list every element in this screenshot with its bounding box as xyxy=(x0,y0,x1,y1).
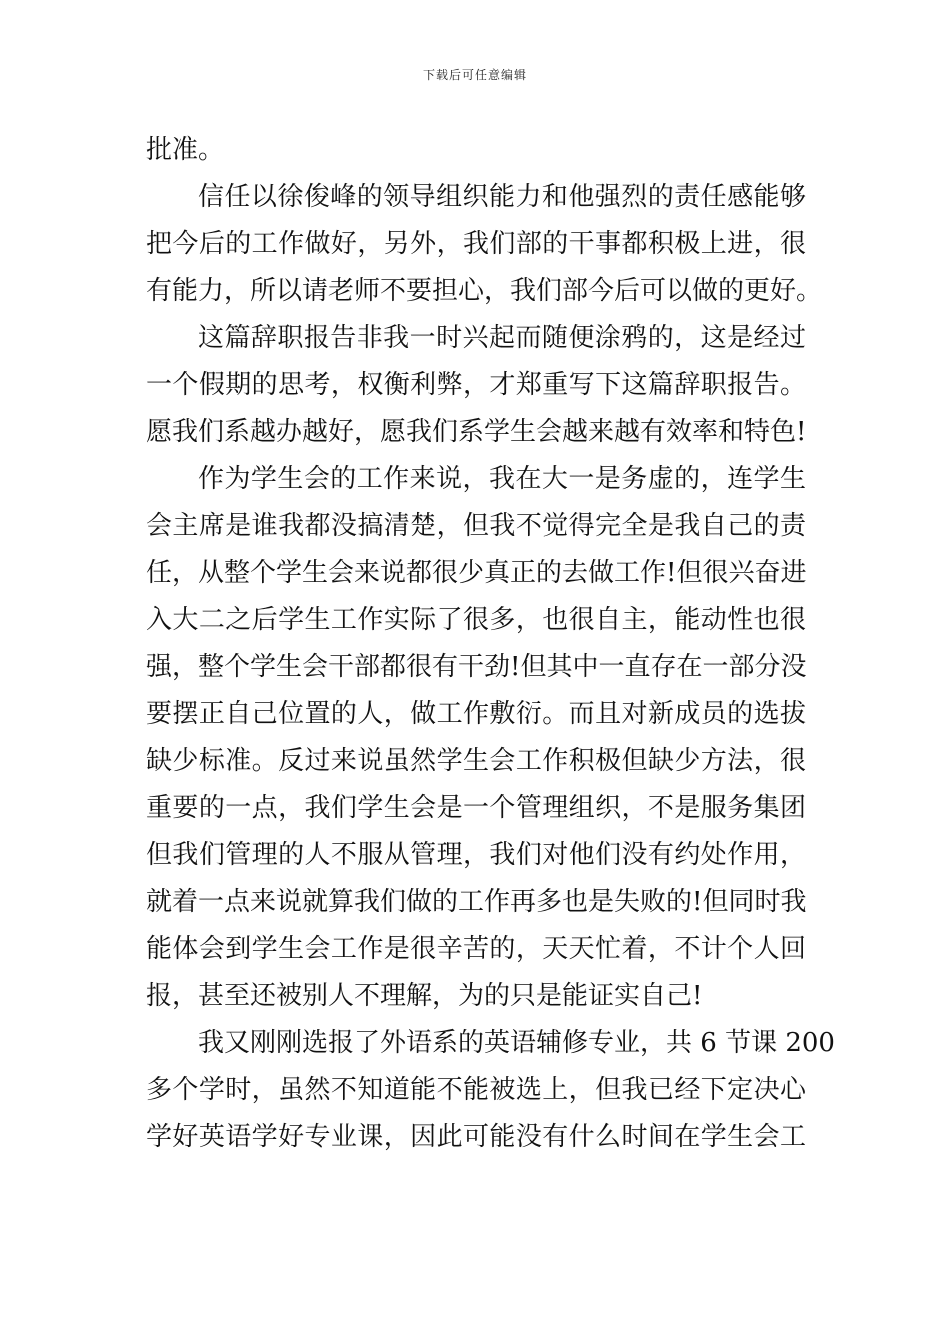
text-line: 这篇辞职报告非我一时兴起而随便涂鸦的，这是经过 xyxy=(198,323,806,353)
text-line: 就着一点来说就算我们做的工作再多也是失败的!但同时我 xyxy=(146,887,807,917)
text-line: 但我们管理的人不服从管理，我们对他们没有约处作用， xyxy=(146,840,806,870)
text-line: 入大二之后学生工作实际了很多，也很自主，能动性也很 xyxy=(146,605,806,635)
text-line: 能体会到学生会工作是很辛苦的，天天忙着，不计个人回 xyxy=(146,934,806,964)
text-line: 要摆正自己位置的人，做工作敷衍。而且对新成员的选拔 xyxy=(146,699,806,729)
text-line: 把今后的工作做好，另外，我们部的干事都积极上进，很 xyxy=(146,229,806,259)
text-line: 我又刚刚选报了外语系的英语辅修专业，共 6 节课 200 xyxy=(198,1028,835,1058)
text-line: 强，整个学生会干部都很有干劲!但其中一直存在一部分没 xyxy=(146,652,807,682)
text-line: 有能力，所以请老师不要担心，我们部今后可以做的更好。 xyxy=(146,276,823,306)
text-line: 愿我们系越办越好，愿我们系学生会越来越有效率和特色! xyxy=(146,417,807,447)
text-line: 缺少标准。反过来说虽然学生会工作积极但缺少方法，很 xyxy=(146,746,806,776)
text-line: 报，甚至还被别人不理解，为的只是能证实自己! xyxy=(146,981,703,1011)
text-line: 信任以徐俊峰的领导组织能力和他强烈的责任感能够 xyxy=(198,182,806,212)
text-line: 任，从整个学生会来说都很少真正的去做工作!但很兴奋进 xyxy=(146,558,807,588)
text-line: 一个假期的思考，权衡利弊，才郑重写下这篇辞职报告。 xyxy=(146,370,806,400)
page-header: 下载后可任意编辑 xyxy=(422,68,527,82)
text-line: 重要的一点，我们学生会是一个管理组织，不是服务集团 xyxy=(146,793,806,823)
text-line: 多个学时，虽然不知道能不能被选上，但我已经下定决心 xyxy=(146,1075,806,1105)
text-line: 批准。 xyxy=(146,135,225,165)
text-line: 作为学生会的工作来说，我在大一是务虚的，连学生 xyxy=(198,464,806,494)
text-line: 学好英语学好专业课，因此可能没有什么时间在学生会工 xyxy=(146,1122,806,1152)
text-line: 会主席是谁我都没搞清楚，但我不觉得完全是我自己的责 xyxy=(146,511,806,541)
document-body xyxy=(146,127,835,1161)
